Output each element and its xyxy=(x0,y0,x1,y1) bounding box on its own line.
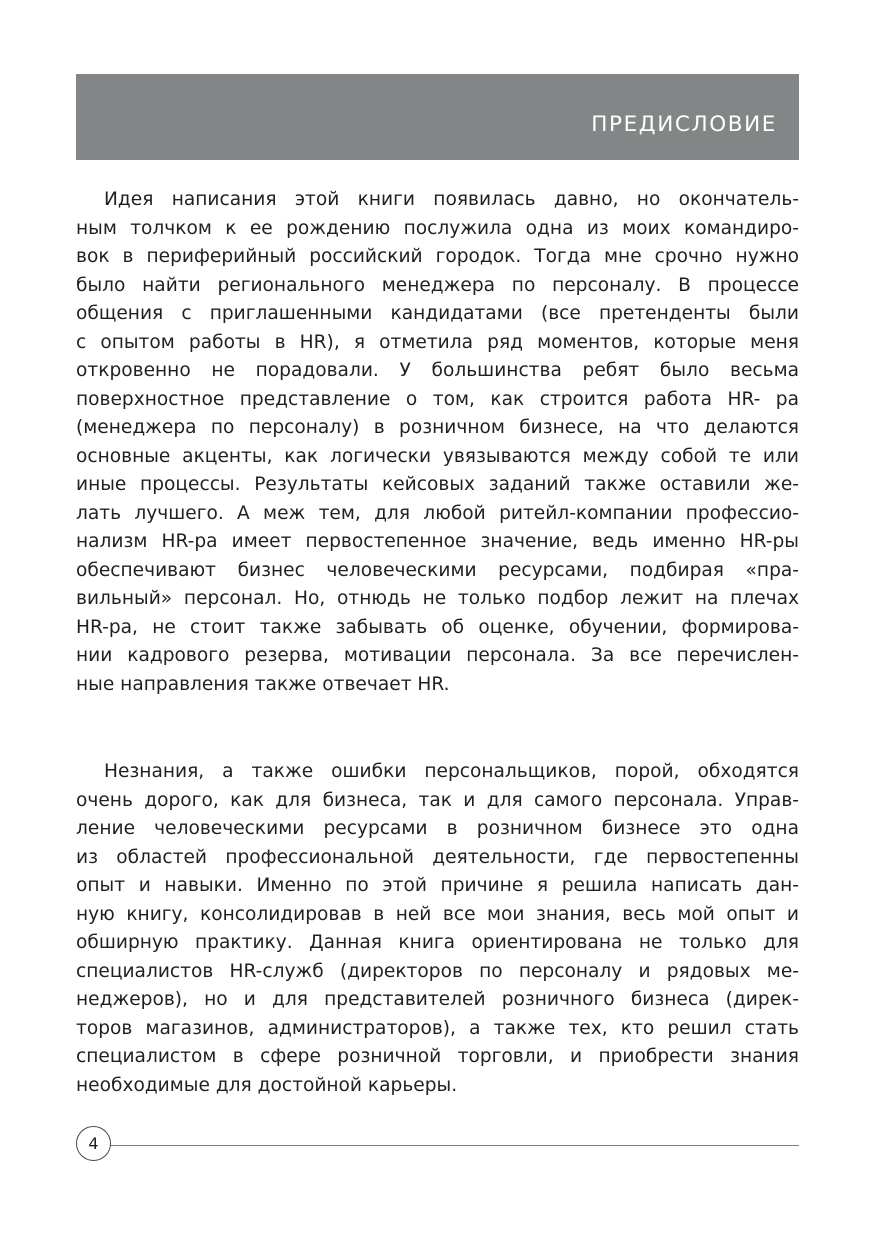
paragraph-line: нии кадрового резерва, мотивации персонала. За все перечислен- xyxy=(76,645,799,666)
paragraph-line: опыт и навыки. Именно по этой причине я решила написать дан- xyxy=(76,875,799,896)
page-number: 4 xyxy=(76,1126,111,1161)
paragraph-line: нализм HR-ра имеет первостепенное значение, ведь именно HR-ры xyxy=(76,531,799,552)
paragraph-line: торов магазинов, администраторов), а также тех, кто решил стать xyxy=(76,1017,799,1039)
paragraph-line: специалистов HR-служб (директоров по персоналу и рядовых ме- xyxy=(76,960,799,982)
paragraph-line: обеспечивают бизнес человеческими ресурсами, подбирая «пра- xyxy=(76,559,799,581)
paragraph-line: обширную практику. Данная книга ориентирована не только для xyxy=(76,932,799,953)
paragraph-line: из областей профессиональной деятельности, где первостепенны xyxy=(76,846,799,868)
chapter-title: ПРЕДИСЛОВИЕ xyxy=(591,112,777,137)
paragraph-line: ление человеческими ресурсами в розничном бизнесе это одна xyxy=(76,818,799,839)
paragraph-line: с опытом работы в HR), я отметила ряд моментов, которые меня xyxy=(76,331,799,353)
paragraph-1 xyxy=(76,186,799,699)
paragraph-line: (менеджера по персоналу) в розничном бизнесе, на что делаются xyxy=(76,417,799,438)
chapter-header-band xyxy=(76,74,799,160)
footer-divider xyxy=(108,1145,799,1146)
paragraph-line: иные процессы. Результаты кейсовых заданий также оставили же- xyxy=(76,474,799,495)
paragraph-line: вильный» персонал. Но, отнюдь не только подбор лежит на плечах xyxy=(76,588,799,609)
paragraph-line: Идея написания этой книги появилась давно, но окончатель- xyxy=(104,189,799,210)
paragraph-line: необходимые для достойной карьеры. xyxy=(76,1074,458,1096)
paragraph-line: Незнания, а также ошибки персональщиков, порой, обходятся xyxy=(104,761,799,782)
paragraph-line: вок в периферийный российский городок. Тогда мне срочно нужно xyxy=(76,246,799,267)
paragraph-line: поверхностное представление о том, как строится работа HR- ра xyxy=(76,388,799,410)
paragraph-line: было найти регионального менеджера по персоналу. В процессе xyxy=(76,274,799,296)
paragraph-line: HR-ра, не стоит также забывать об оценке, обучении, формирова- xyxy=(76,616,799,638)
paragraph-line: ным толчком к ее рождению послужила одна из моих командиро- xyxy=(76,217,799,239)
paragraph-line: откровенно не порадовали. У большинства ребят было весьма xyxy=(76,360,799,381)
paragraph-line: очень дорого, как для бизнеса, так и для самого персонала. Управ- xyxy=(76,789,799,811)
paragraph-line: специалистом в сфере розничной торговли, и приобрести знания xyxy=(76,1046,799,1067)
paragraph-line: неджеров), но и для представителей розничного бизнеса (дирек- xyxy=(76,989,799,1010)
paragraph-line: ную книгу, консолидировав в ней все мои знания, весь мой опыт и xyxy=(76,903,799,925)
paragraph-line: основные акценты, как логически увязываются между собой те или xyxy=(76,445,799,467)
paragraph-line: ные направления также отвечает HR. xyxy=(76,673,450,695)
paragraph-line: общения с приглашенными кандидатами (все претенденты были xyxy=(76,303,799,324)
paragraph-2 xyxy=(76,758,799,1100)
paragraph-line: лать лучшего. А меж тем, для любой ритейл-компании профессио- xyxy=(76,502,799,524)
